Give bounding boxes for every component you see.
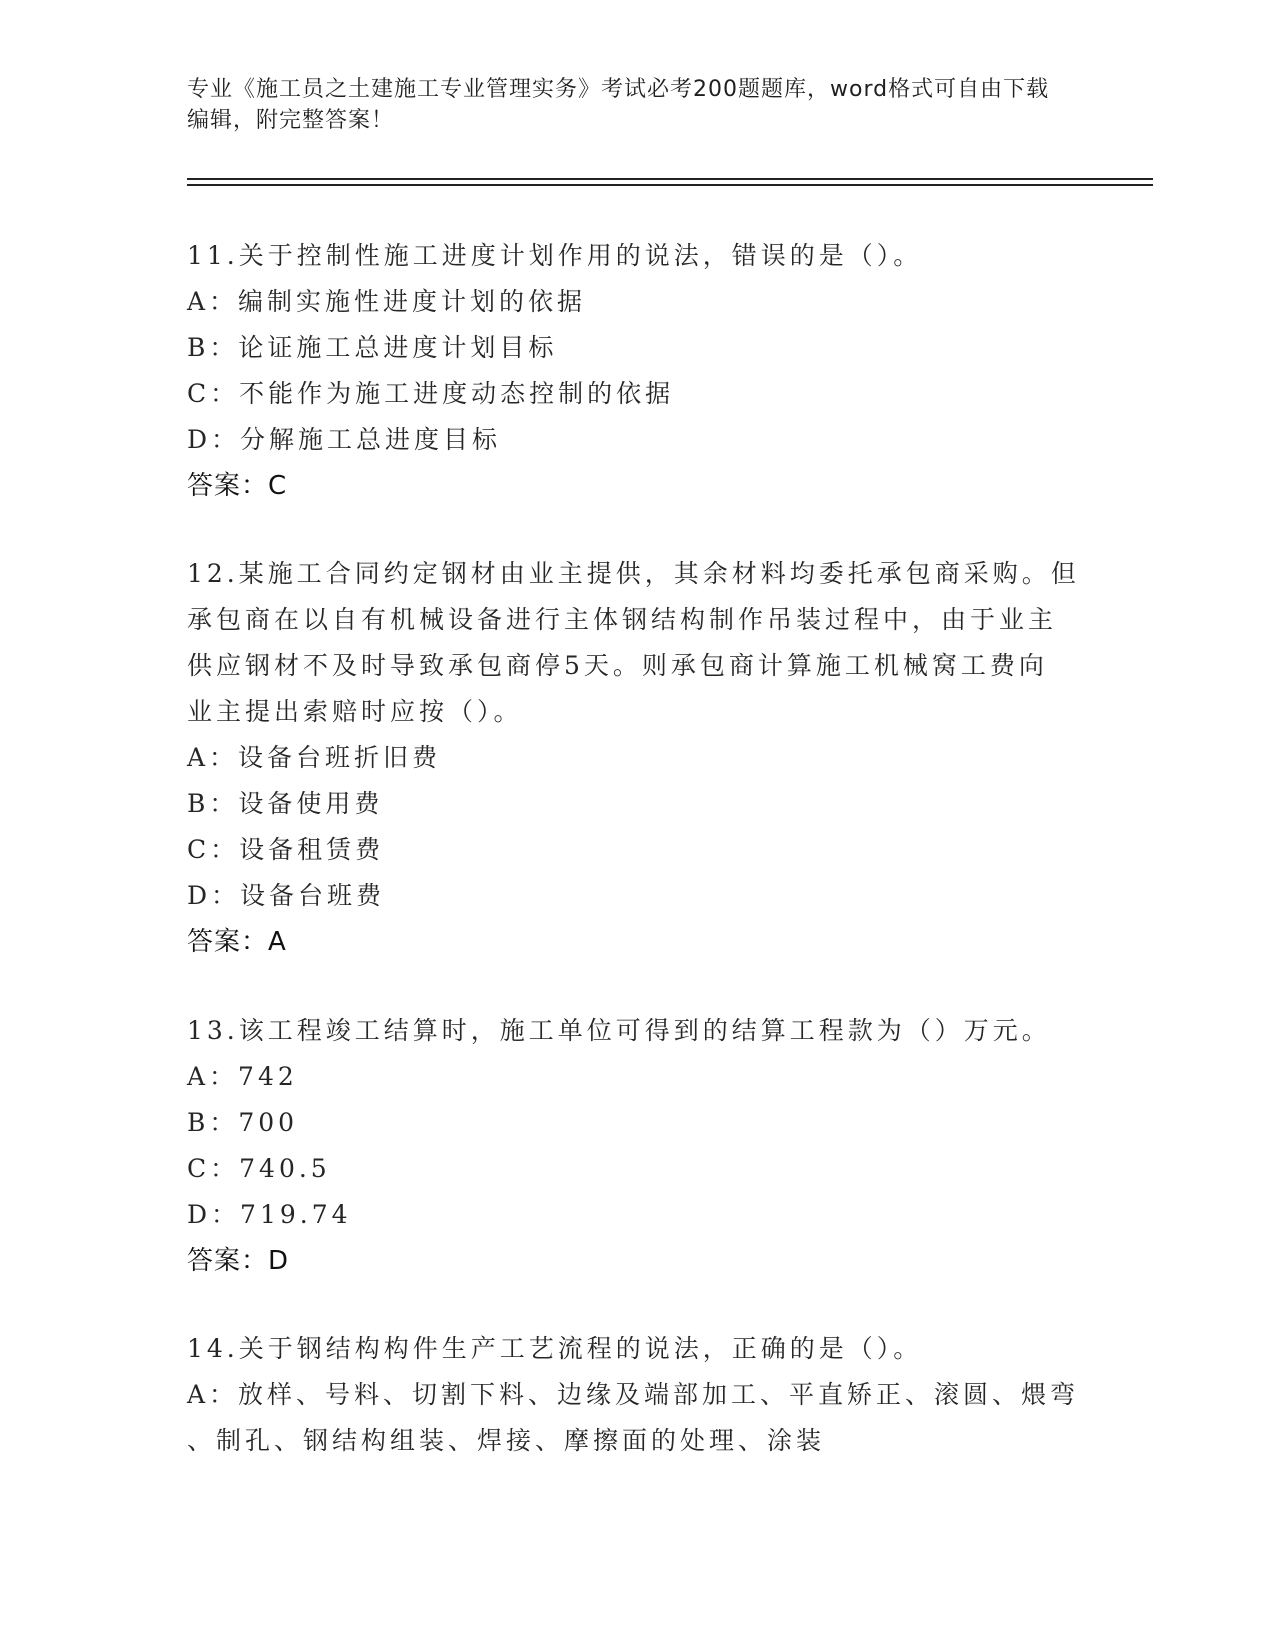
option-b: B：设备使用费 [187,789,384,818]
question-stem-line-3: 供应钢材不及时导致承包商停5天。则承包商计算施工机械窝工费向 [187,651,1048,680]
answer: 答案：C [187,471,288,501]
option-c: C：740.5 [187,1154,331,1183]
option-a: A：742 [187,1062,298,1091]
option-d: D：分解施工总进度目标 [187,425,502,454]
question-stem-line-2: 承包商在以自有机械设备进行主体钢结构制作吊装过程中，由于业主 [187,605,1058,634]
question-stem-line-4: 业主提出索赔时应按（）。 [187,697,523,726]
question-14 [187,1326,1080,1464]
option-b: B：700 [187,1108,299,1137]
option-c: C：不能作为施工进度动态控制的依据 [187,379,675,408]
option-d: D：719.74 [187,1200,352,1229]
question-stem: 13.该工程竣工结算时，施工单位可得到的结算工程款为（）万元。 [187,1016,1051,1045]
question-13 [187,1008,1077,1284]
question-stem-line-1: 12.某施工合同约定钢材由业主提供，其余材料均委托承包商采购。但 [187,559,1080,588]
question-11 [187,233,1077,509]
question-12 [187,551,1080,965]
answer: 答案：D [187,1246,290,1276]
option-a-line-1: A：放样、号料、切割下料、边缘及端部加工、平直矫正、滚圆、煨弯 [187,1380,1080,1409]
option-a: A：编制实施性进度计划的依据 [187,287,587,316]
header-divider-bottom [187,184,1153,186]
option-c: C：设备租赁费 [187,835,385,864]
question-stem: 11.关于控制性施工进度计划作用的说法，错误的是（）。 [187,241,923,270]
option-a-line-2: 、制孔、钢结构组装、焊接、摩擦面的处理、涂装 [187,1426,826,1455]
header-divider-top [187,178,1153,180]
option-b: B：论证施工总进度计划目标 [187,333,558,362]
option-a: A：设备台班折旧费 [187,743,442,772]
answer: 答案：A [187,927,287,957]
option-d: D：设备台班费 [187,881,386,910]
question-stem: 14.关于钢结构构件生产工艺流程的说法，正确的是（）。 [187,1334,923,1363]
document-header: 专业《施工员之土建施工专业管理实务》考试必考200题题库，word格式可自由下载编辑，附完整答案！ [187,77,1050,133]
